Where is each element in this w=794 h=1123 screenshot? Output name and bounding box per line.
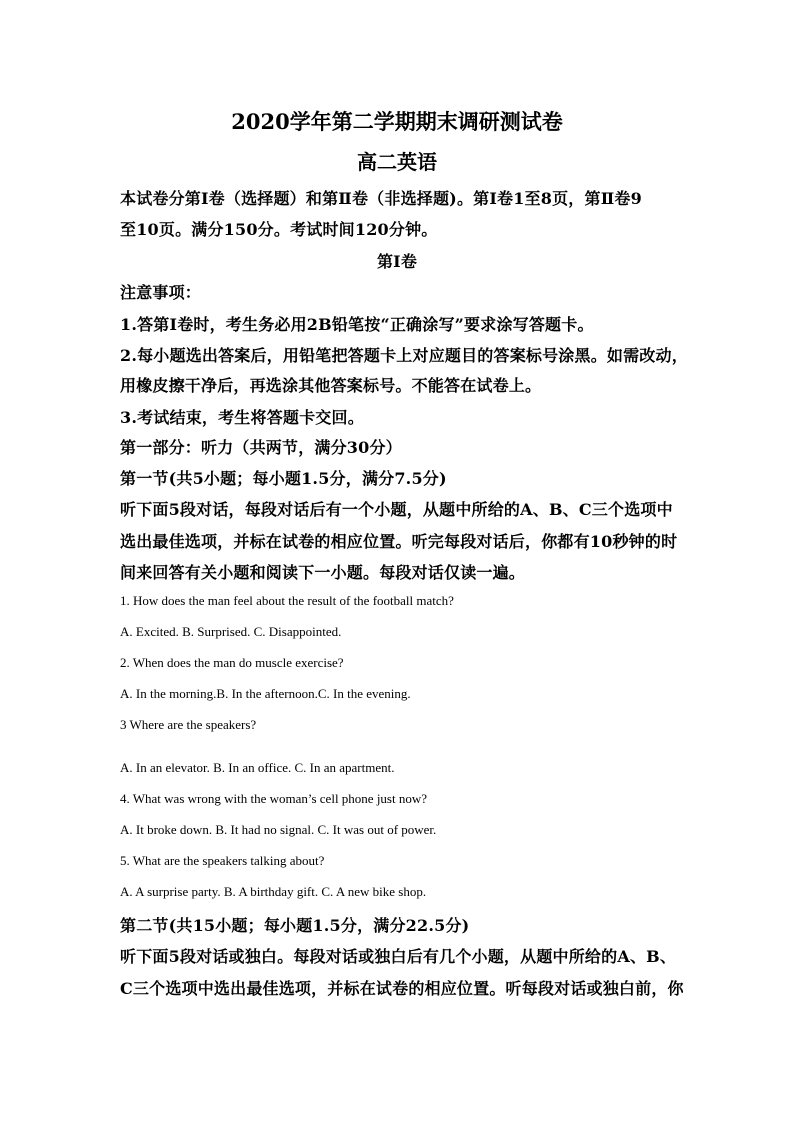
question-options: A. A surprise party. B. A birthday gift. C. A new bike shop. (120, 884, 427, 899)
note-item: 2.每小题选出答案后，用铅笔把答题卡上对应题目的答案标号涂黑。如需改动， (120, 346, 688, 365)
question-text: 2. When does the man do muscle exercise? (120, 655, 344, 670)
notes-title: 注意事项： (120, 283, 202, 302)
instruction-line: C三个选项中选出最佳选项，并标在试卷的相应位置。听每段对话或独白前，你 (120, 979, 684, 998)
question-options: A. Excited. B. Surprised. C. Disappointed. (120, 624, 342, 639)
instruction-line: 听下面5段对话或独白。每段对话或独白后有几个小题，从题中所给的A、B、 (120, 947, 677, 966)
exam-subject: 高二英语 (357, 150, 437, 174)
exam-title: 2020学年第二学期期末调研测试卷 (231, 109, 563, 134)
question-options: A. In the morning.B. In the afternoon.C. In the evening. (120, 686, 411, 701)
instruction-line: 间来回答有关小题和阅读下一小题。每段对话仅读一遍。 (120, 563, 526, 582)
question-text: 4. What was wrong with the woman’s cell phone just now? (120, 791, 428, 806)
question-text: 1. How does the man feel about the result of the football match? (120, 593, 454, 608)
question-options: A. In an elevator. B. In an office. C. In an apartment. (120, 760, 395, 775)
section-heading: 第一节(共5小题；每小题1.5分，满分7.5分) (120, 469, 447, 488)
note-item: 用橡皮擦干净后，再选涂其他答案标号。不能答在试卷上。 (120, 376, 542, 395)
question-options: A. It broke down. B. It had no signal. C. It was out of power. (120, 822, 437, 837)
note-item: 3.考试结束，考生将答题卡交回。 (120, 408, 364, 427)
instruction-line: 选出最佳选项，并标在试卷的相应位置。听完每段对话后，你都有10秒钟的时 (120, 532, 678, 551)
intro-line-1: 本试卷分第Ⅰ卷（选择题）和第Ⅱ卷（非选择题)。第Ⅰ卷1至8页，第Ⅱ卷9 (120, 189, 642, 208)
question-text: 5. What are the speakers talking about? (120, 853, 325, 868)
question-text: 3 Where are the speakers? (120, 717, 257, 732)
instruction-line: 听下面5段对话，每段对话后有一个小题，从题中所给的A、B、C三个选项中 (120, 500, 673, 519)
note-item: 1.答第Ⅰ卷时，考生务必用2B铅笔按“正确涂写”要求涂写答题卡。 (120, 315, 594, 334)
intro-line-2: 至10页。满分150分。考试时间120分钟。 (120, 220, 438, 239)
volume-heading: 第Ⅰ卷 (376, 252, 418, 271)
section-heading: 第二节(共15小题；每小题1.5分，满分22.5分) (120, 916, 470, 935)
part-heading: 第一部分：听力（共两节，满分30分） (120, 438, 402, 457)
